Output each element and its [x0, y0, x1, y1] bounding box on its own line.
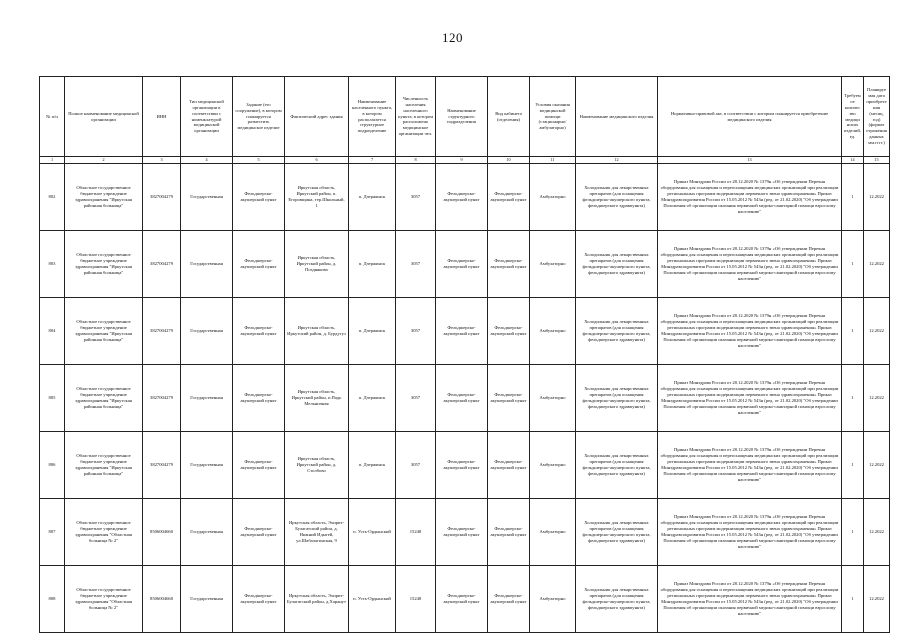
organization-cell: Областное государственное бюджетное учреждение здравоохранения "Иркутская районная больница" [65, 298, 143, 365]
organization-cell: Областное государственное бюджетное учреждение здравоохранения "Иркутская районная больница" [65, 432, 143, 499]
address-cell: Иркутская область, Иркутский район, п. Егоровщина, тер.Школьный, 1 [285, 164, 349, 231]
purchase-date-cell: 12.2022 [864, 164, 890, 231]
column-header: Планируемая дата приобретения (месяц, год) (формат отражения данных мм.гггг.) [864, 77, 890, 157]
device-cell: Холодильник для лекарственных препаратов (для оснащения фельдшерско-акушерского пункта, фельдшерского здравпункта) [576, 365, 658, 432]
org-type-cell: Государственная [181, 432, 233, 499]
office-type-cell: Фельдшерско-акушерский пункт [488, 164, 530, 231]
inn-cell: 3827004279 [143, 432, 181, 499]
subdivision-cell: Фельдшерско-акушерский пункт [436, 566, 488, 633]
locality-cell: п. Дзержинск [349, 231, 396, 298]
column-header: Наименование медицинского изделия [576, 77, 658, 157]
locality-cell: п. Усть-Ордынский [349, 499, 396, 566]
table-row [40, 499, 890, 566]
column-header: ИНН [143, 77, 181, 157]
address-cell: Иркутская область, Иркутский район, д. Бурдугуз [285, 298, 349, 365]
organization-cell: Областное государственное бюджетное учреждение здравоохранения "Иркутская районная больница" [65, 231, 143, 298]
locality-cell: п. Дзержинск [349, 164, 396, 231]
address-cell: Иркутская область, Эхирит-Булагатский район, д.Харанут [285, 566, 349, 633]
header-row [40, 77, 890, 157]
inn-cell: 3827004279 [143, 231, 181, 298]
column-header: № п/п [40, 77, 65, 157]
address-cell: Иркутская область, Иркутский район, п.Падь Мельничная [285, 365, 349, 432]
population-cell: 15248 [396, 499, 436, 566]
column-header: Нормативно-правовой акт, в соответствии с которым планируется приобретение медицинского изделия [658, 77, 842, 157]
building-cell: Фельдшерско-акушерский пункт [233, 164, 285, 231]
legal-basis-cell: Приказ Минздрава России от 28.12.2020 № 1379н «Об утверждении Перечня оборудования для оснащения и переоснащения медицинских организаций при реализации региональных программ модернизации первичного звена здравоохранения» Приказ Минздравсоцразвития России от 15.05.2012 № 543н (ред. от 21.02.2020) "Об утверждении Положения об организации оказания первичной медико-санитарной помощи взрослому населению" [658, 298, 842, 365]
population-cell: 15248 [396, 566, 436, 633]
column-number: 12 [576, 157, 658, 164]
locality-cell: п. Дзержинск [349, 365, 396, 432]
legal-basis-cell: Приказ Минздрава России от 28.12.2020 № 1379н «Об утверждении Перечня оборудования для оснащения и переоснащения медицинских организаций при реализации региональных программ модернизации первичного звена здравоохранения» Приказ Минздравсоцразвития России от 15.05.2012 № 543н (ред. от 21.02.2020) "Об утверждении Положения об организации оказания первичной медико-санитарной помощи взрослому населению" [658, 365, 842, 432]
table-row [40, 365, 890, 432]
org-type-cell: Государственная [181, 298, 233, 365]
row-number-cell: 805 [40, 365, 65, 432]
population-cell: 3057 [396, 365, 436, 432]
office-type-cell: Фельдшерско-акушерский пункт [488, 231, 530, 298]
office-type-cell: Фельдшерско-акушерский пункт [488, 365, 530, 432]
column-header: Требуемое количество медицинских изделий, ед. [842, 77, 864, 157]
legal-basis-cell: Приказ Минздрава России от 28.12.2020 № 1379н «Об утверждении Перечня оборудования для оснащения и переоснащения медицинских организаций при реализации региональных программ модернизации первичного звена здравоохранения» Приказ Минздравсоцразвития России от 15.05.2012 № 543н (ред. от 21.02.2020) "Об утверждении Положения об организации оказания первичной медико-санитарной помощи взрослому населению" [658, 164, 842, 231]
column-number: 10 [488, 157, 530, 164]
office-type-cell: Фельдшерско-акушерский пункт [488, 432, 530, 499]
inn-cell: 3827004279 [143, 298, 181, 365]
organization-cell: Областное государственное бюджетное учреждение здравоохранения "Областная больница № 2" [65, 499, 143, 566]
locality-cell: п. Усть-Ордынский [349, 566, 396, 633]
page-number: 120 [442, 30, 463, 45]
org-type-cell: Государственная [181, 499, 233, 566]
org-type-cell: Государственная [181, 231, 233, 298]
device-cell: Холодильник для лекарственных препаратов (для оснащения фельдшерско-акушерского пункта, фельдшерского здравпункта) [576, 432, 658, 499]
population-cell: 3057 [396, 298, 436, 365]
row-number-cell: 802 [40, 164, 65, 231]
purchase-date-cell: 12.2022 [864, 499, 890, 566]
quantity-cell: 1 [842, 298, 864, 365]
address-cell: Иркутская область, Иркутский район, д. Поздняково [285, 231, 349, 298]
column-number: 6 [285, 157, 349, 164]
subdivision-cell: Фельдшерско-акушерский пункт [436, 432, 488, 499]
office-type-cell: Фельдшерско-акушерский пункт [488, 499, 530, 566]
row-number-cell: 806 [40, 432, 65, 499]
row-number-cell: 803 [40, 231, 65, 298]
column-number-row [40, 157, 890, 164]
purchase-date-cell: 12.2022 [864, 231, 890, 298]
org-type-cell: Государственная [181, 164, 233, 231]
purchase-date-cell: 12.2022 [864, 432, 890, 499]
device-cell: Холодильник для лекарственных препаратов (для оснащения фельдшерско-акушерского пункта, фельдшерского здравпункта) [576, 231, 658, 298]
subdivision-cell: Фельдшерско-акушерский пункт [436, 231, 488, 298]
column-header: Полное наименование медицинской организации [65, 77, 143, 157]
column-number: 3 [143, 157, 181, 164]
column-number: 9 [436, 157, 488, 164]
column-number: 7 [349, 157, 396, 164]
column-header: Задание (его сооружение), в котором планируется разместить медицинское изделие [233, 77, 285, 157]
column-number: 4 [181, 157, 233, 164]
inn-cell: 3827004279 [143, 365, 181, 432]
care-conditions-cell: Амбулаторно [530, 499, 576, 566]
row-number-cell: 808 [40, 566, 65, 633]
population-cell: 3057 [396, 231, 436, 298]
inn-cell: 8506004660 [143, 566, 181, 633]
column-header: Наименование населенного пункта, в котором располагается структурное подразделение [349, 77, 396, 157]
care-conditions-cell: Амбулаторно [530, 432, 576, 499]
address-cell: Иркутская область, Эхирит-Булагатский район, д. Нижний Идыгей, ул.Шабалагинская, 9 [285, 499, 349, 566]
care-conditions-cell: Амбулаторно [530, 365, 576, 432]
quantity-cell: 1 [842, 231, 864, 298]
column-header: Численность населения населенного пункта, в котором расположено медицинское организации чел. [396, 77, 436, 157]
quantity-cell: 1 [842, 566, 864, 633]
inn-cell: 3827004279 [143, 164, 181, 231]
column-header: Вид кабинета (отделения) [488, 77, 530, 157]
purchase-date-cell: 12.2022 [864, 566, 890, 633]
organization-cell: Областное государственное бюджетное учреждение здравоохранения "Иркутская районная больница" [65, 164, 143, 231]
subdivision-cell: Фельдшерско-акушерский пункт [436, 365, 488, 432]
column-header: Условия оказания медицинской помощи (стационарно/амбулаторно) [530, 77, 576, 157]
row-number-cell: 807 [40, 499, 65, 566]
building-cell: Фельдшерско-акушерский пункт [233, 566, 285, 633]
column-number: 14 [842, 157, 864, 164]
organization-cell: Областное государственное бюджетное учреждение здравоохранения "Иркутская районная больница" [65, 365, 143, 432]
quantity-cell: 1 [842, 432, 864, 499]
subdivision-cell: Фельдшерско-акушерский пункт [436, 298, 488, 365]
organization-cell: Областное государственное бюджетное учреждение здравоохранения "Областная больница № 2" [65, 566, 143, 633]
quantity-cell: 1 [842, 365, 864, 432]
device-cell: Холодильник для лекарственных препаратов (для оснащения фельдшерско-акушерского пункта, фельдшерского здравпункта) [576, 499, 658, 566]
office-type-cell: Фельдшерско-акушерский пункт [488, 566, 530, 633]
address-cell: Иркутская область, Иркутский район, д. Столбово [285, 432, 349, 499]
column-number: 8 [396, 157, 436, 164]
population-cell: 3057 [396, 164, 436, 231]
column-number: 5 [233, 157, 285, 164]
table-row [40, 164, 890, 231]
subdivision-cell: Фельдшерско-акушерский пункт [436, 499, 488, 566]
equipment-registry-table [39, 76, 890, 633]
care-conditions-cell: Амбулаторно [530, 231, 576, 298]
column-number: 13 [658, 157, 842, 164]
column-number: 1 [40, 157, 65, 164]
care-conditions-cell: Амбулаторно [530, 298, 576, 365]
legal-basis-cell: Приказ Минздрава России от 28.12.2020 № 1379н «Об утверждении Перечня оборудования для оснащения и переоснащения медицинских организаций при реализации региональных программ модернизации первичного звена здравоохранения» Приказ Минздравсоцразвития России от 15.05.2012 № 543н (ред. от 21.02.2020) "Об утверждении Положения об организации оказания первичной медико-санитарной помощи взрослому населению" [658, 566, 842, 633]
purchase-date-cell: 12.2022 [864, 298, 890, 365]
device-cell: Холодильник для лекарственных препаратов (для оснащения фельдшерско-акушерского пункта, фельдшерского здравпункта) [576, 298, 658, 365]
device-cell: Холодильник для лекарственных препаратов (для оснащения фельдшерско-акушерского пункта, фельдшерского здравпункта) [576, 566, 658, 633]
org-type-cell: Государственная [181, 365, 233, 432]
quantity-cell: 1 [842, 499, 864, 566]
building-cell: Фельдшерско-акушерский пункт [233, 499, 285, 566]
table-row [40, 432, 890, 499]
column-header: Наименование структурного подразделения [436, 77, 488, 157]
population-cell: 3057 [396, 432, 436, 499]
inn-cell: 8506004660 [143, 499, 181, 566]
table-row [40, 298, 890, 365]
building-cell: Фельдшерско-акушерский пункт [233, 298, 285, 365]
locality-cell: п. Дзержинск [349, 298, 396, 365]
subdivision-cell: Фельдшерско-акушерский пункт [436, 164, 488, 231]
locality-cell: п. Дзержинск [349, 432, 396, 499]
care-conditions-cell: Амбулаторно [530, 566, 576, 633]
purchase-date-cell: 12.2022 [864, 365, 890, 432]
org-type-cell: Государственная [181, 566, 233, 633]
building-cell: Фельдшерско-акушерский пункт [233, 432, 285, 499]
quantity-cell: 1 [842, 164, 864, 231]
column-header: Фактический адрес здания [285, 77, 349, 157]
building-cell: Фельдшерско-акушерский пункт [233, 231, 285, 298]
table-row [40, 566, 890, 633]
device-cell: Холодильник для лекарственных препаратов (для оснащения фельдшерско-акушерского пункта, фельдшерского здравпункта) [576, 164, 658, 231]
building-cell: Фельдшерско-акушерский пункт [233, 365, 285, 432]
table-row [40, 231, 890, 298]
legal-basis-cell: Приказ Минздрава России от 28.12.2020 № 1379н «Об утверждении Перечня оборудования для оснащения и переоснащения медицинских организаций при реализации региональных программ модернизации первичного звена здравоохранения» Приказ Минздравсоцразвития России от 15.05.2012 № 543н (ред. от 21.02.2020) "Об утверждении Положения об организации оказания первичной медико-санитарной помощи взрослому населению" [658, 231, 842, 298]
row-number-cell: 804 [40, 298, 65, 365]
table-body [40, 164, 890, 633]
legal-basis-cell: Приказ Минздрава России от 28.12.2020 № 1379н «Об утверждении Перечня оборудования для оснащения и переоснащения медицинских организаций при реализации региональных программ модернизации первичного звена здравоохранения» Приказ Минздравсоцразвития России от 15.05.2012 № 543н (ред. от 21.02.2020) "Об утверждении Положения об организации оказания первичной медико-санитарной помощи взрослому населению" [658, 499, 842, 566]
office-type-cell: Фельдшерско-акушерский пункт [488, 298, 530, 365]
care-conditions-cell: Амбулаторно [530, 164, 576, 231]
legal-basis-cell: Приказ Минздрава России от 28.12.2020 № 1379н «Об утверждении Перечня оборудования для оснащения и переоснащения медицинских организаций при реализации региональных программ модернизации первичного звена здравоохранения» Приказ Минздравсоцразвития России от 15.05.2012 № 543н (ред. от 21.02.2020) "Об утверждении Положения об организации оказания первичной медико-санитарной помощи взрослому населению" [658, 432, 842, 499]
column-number: 15 [864, 157, 890, 164]
column-number: 2 [65, 157, 143, 164]
column-header: Тип медицинской организации в соответствии с номенклатурой медицинской организации [181, 77, 233, 157]
column-number: 11 [530, 157, 576, 164]
